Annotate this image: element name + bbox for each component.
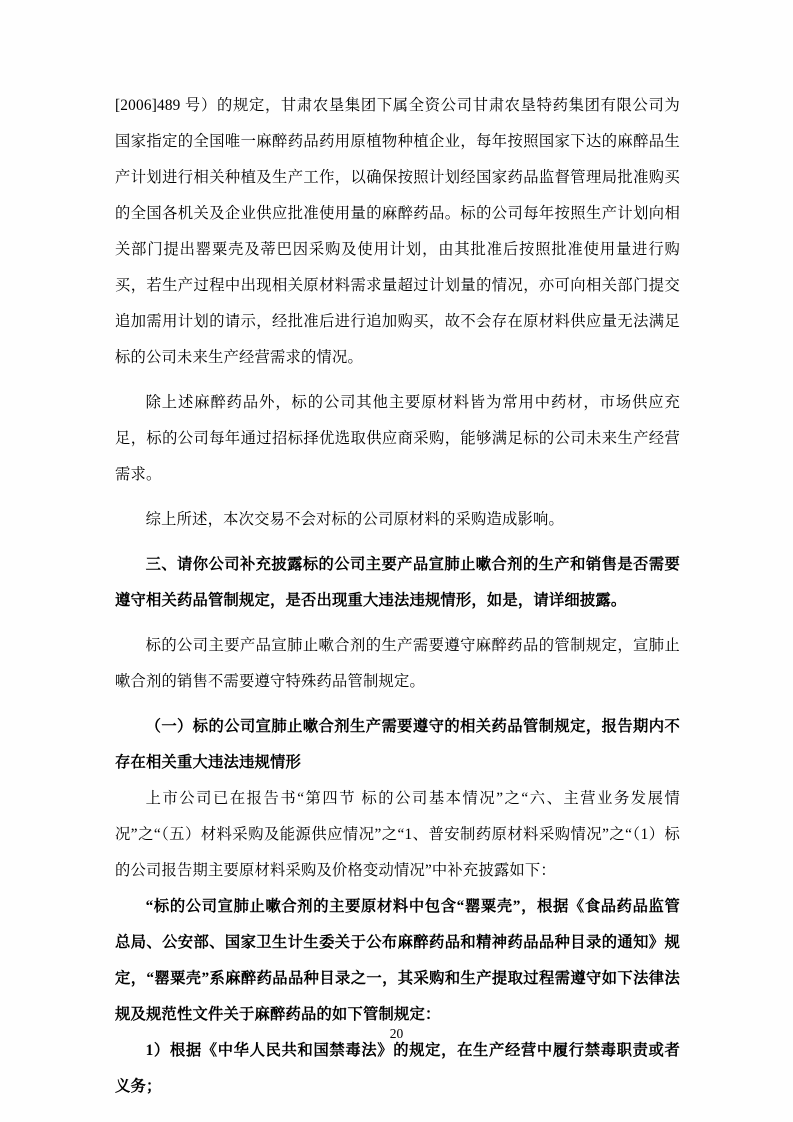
page-number: 20 bbox=[389, 1026, 404, 1041]
paragraph-7: 上市公司已在报告书“第四节 标的公司基本情况”之“六、主营业务发展情况”之“（五）材料采购及能源供应情况”之“1、普安制药原材料采购情况”之“（1）标的公司报告期主要原材料采购及价格变动情况”中补充披露如下： bbox=[115, 790, 680, 879]
paragraph-1: [2006]489 号）的规定，甘肃农垦集团下属全资公司甘肃农垦特药集团有限公司为国家指定的全国唯一麻醉药品药用原植物种植企业，每年按照国家下达的麻醉品生产计划进行相关种植及生产工作，以确保按照计划经国家药品监督管理局批准购买的全国各机关及企业供应批准使用量的麻醉药品。标的公司每年按照生产计划向相关部门提出罂粟壳及蒂巴因采购及使用计划，由其批准后按照批准使用量进行购买，若生产过程中出现相关原材料需求量超过计划量的情况，亦可向相关部门提交追加需用计划的请示，经批准后进行追加购买，故不会存在原材料供应量无法满足标的公司未来生产经营需求的情况。 bbox=[115, 97, 680, 366]
paragraph-2: 除上述麻醉药品外，标的公司其他主要原材料皆为常用中药材，市场供应充足，标的公司每年通过招标择优选取供应商采购，能够满足标的公司未来生产经营需求。 bbox=[115, 394, 680, 483]
section-heading-three: 三、请你公司补充披露标的公司主要产品宣肺止嗽合剂的生产和销售是否需要遵守相关药品管制规定，是否出现重大违法违规情形，如是，请详细披露。 bbox=[115, 556, 680, 609]
quoted-disclosure-block: “标的公司宣肺止嗽合剂的主要原材料中包含“罂粟壳”，根据《食品药品监管总局、公安部、国家卫生计生委关于公布麻醉药品和精神药品品种目录的通知》规定，“罂粟壳”系麻醉药品品种目录之一，其采购和生产提取过程需遵守如下法律法规及规范性文件关于麻醉药品的如下管制规定： bbox=[115, 898, 680, 1023]
paragraph-3: 综上所述，本次交易不会对标的公司原材料的采购造成影响。 bbox=[145, 511, 565, 528]
subsection-heading-one: （一）标的公司宣肺止嗽合剂生产需要遵守的相关药品管制规定，报告期内不存在相关重大违法违规情形 bbox=[115, 718, 680, 771]
paragraph-5: 标的公司主要产品宣肺止嗽合剂的生产需要遵守麻醉药品的管制规定，宣肺止嗽合剂的销售不需要遵守特殊药品管制规定。 bbox=[115, 637, 680, 690]
document-body bbox=[115, 88, 680, 1105]
numbered-item-1: 1）根据《中华人民共和国禁毒法》的规定，在生产经营中履行禁毒职责或者义务； bbox=[115, 1042, 680, 1095]
